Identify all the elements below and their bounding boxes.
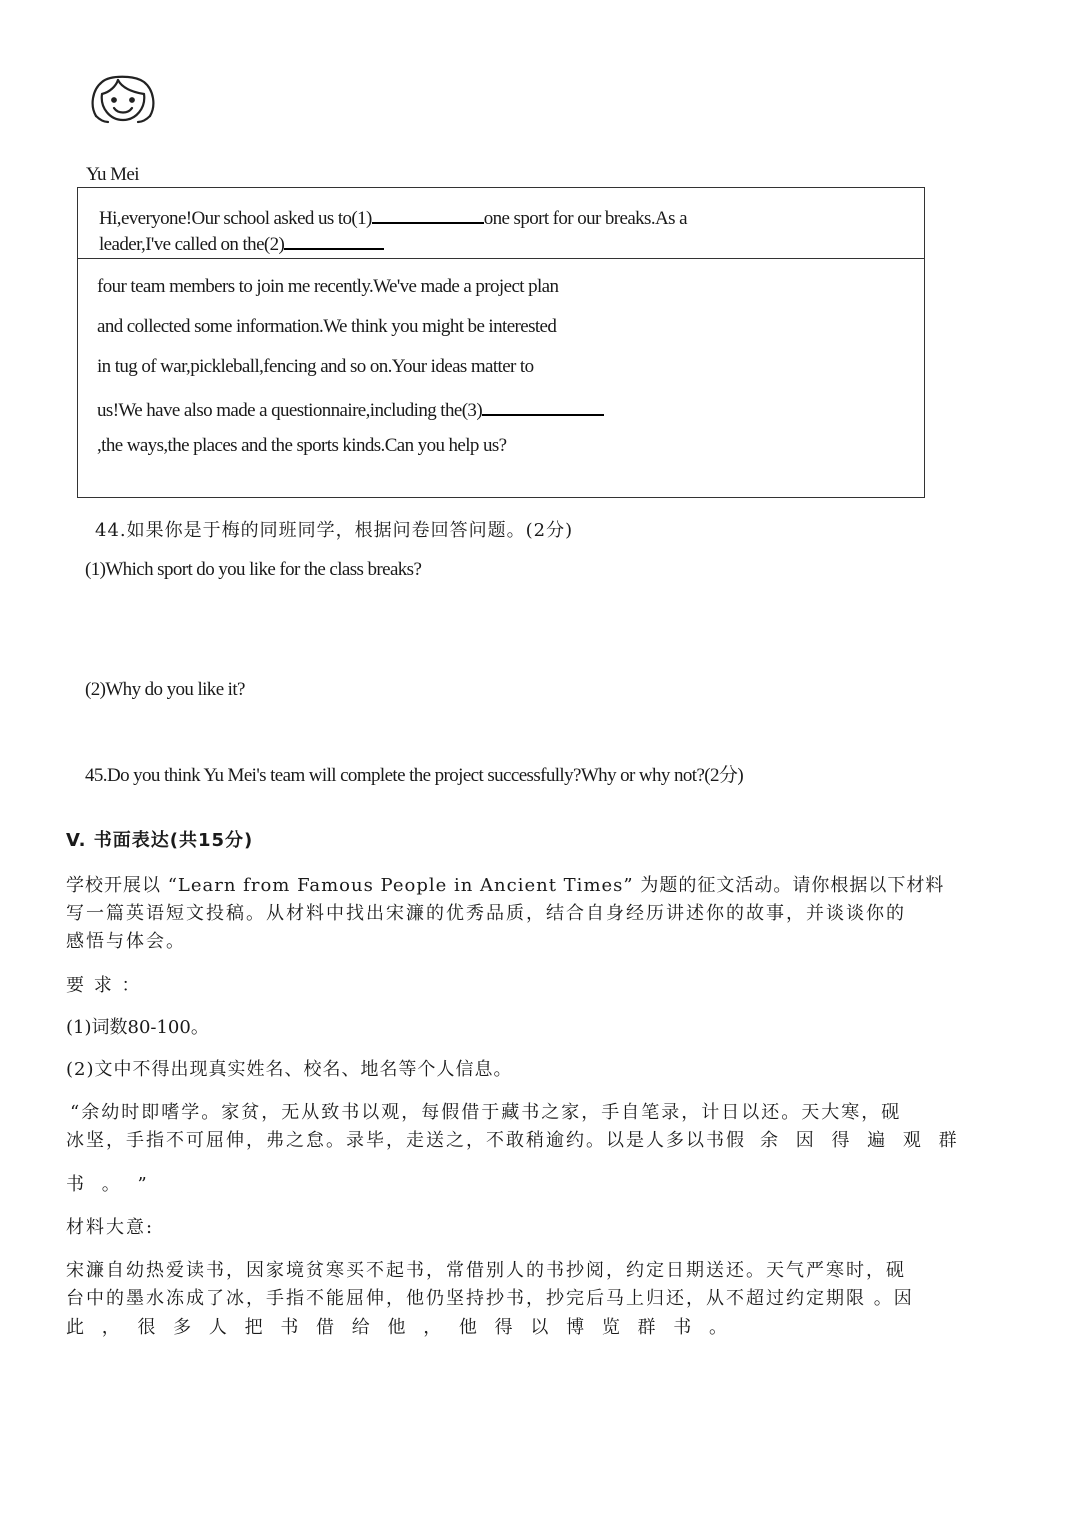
blank-1[interactable] <box>372 204 484 224</box>
intro-line-2-text: leader,I've called on the(2) <box>99 234 285 255</box>
intro-line-2 <box>99 230 384 256</box>
body-line-1: four team members to join me recently.We've made a project plan <box>97 276 559 297</box>
quote-line-2 <box>66 1126 963 1152</box>
requirements-title: 要 求 ： <box>66 975 142 996</box>
summary-title: 材料大意: <box>66 1217 155 1238</box>
summary-line-2: 台中的墨水冻成了冰，手指不能屈伸，他仍坚持抄书，抄完后马上归还，从不超过约定期限 。因 <box>66 1288 914 1309</box>
avatar-name: Yu Mei <box>86 164 139 185</box>
girl-avatar-icon <box>88 72 158 128</box>
q44-sub2: (2)Why do you like it? <box>85 679 245 700</box>
quote-line-3: 书 。 ” <box>66 1174 153 1195</box>
body-line-4-text: us!We have also made a questionnaire,including the(3) <box>97 400 483 421</box>
intro-line-1-before: Hi,everyone!Our school asked us to(1) <box>99 208 372 229</box>
q45-prompt: 45.Do you think Yu Mei's team will complete the project successfully?Why or why not?(2分) <box>85 765 744 786</box>
blank-3[interactable] <box>482 396 604 416</box>
q44-sub1: (1)Which sport do you like for the class breaks? <box>85 559 422 580</box>
quote-line-1: “余幼时即嗜学。家贫，无从致书以观，每假借于藏书之家，手自笔录，计日以还。天大寒，砚 <box>70 1102 902 1123</box>
intro-line-1 <box>99 204 687 230</box>
requirement-1: (1)词数80-100。 <box>66 1017 209 1038</box>
section-5-title: V. 书面表达(共15分) <box>66 830 254 851</box>
q44-prompt: 44.如果你是于梅的同班同学，根据问卷回答问题。(2分) <box>95 520 574 541</box>
body-line-2: and collected some information.We think you might be interested <box>97 316 557 337</box>
section-5-para-3: 感悟与体会。 <box>66 931 186 952</box>
requirement-2: (2)文中不得出现真实姓名、校名、地名等个人信息。 <box>66 1059 513 1080</box>
quote-line-2-b: 余 因 得 遍 观 群 <box>760 1130 963 1151</box>
section-5-para-1: 学校开展以 “Learn from Famous People in Ancient Times” 为题的征文活动。请你根据以下材料 <box>66 875 945 896</box>
summary-line-1: 宋濂自幼热爱读书，因家境贫寒买不起书，常借别人的书抄阅，约定日期送还。天气严寒时，砚 <box>66 1260 906 1281</box>
body-line-5: ,the ways,the places and the sports kinds.Can you help us? <box>97 435 507 456</box>
intro-box-divider <box>77 258 925 259</box>
quote-line-2-a: 冰坚，手指不可屈伸，弗之怠。录毕，走送之，不敢稍逾约。以是人多以书假 <box>66 1130 746 1151</box>
blank-2[interactable] <box>284 230 384 250</box>
section-5-para-2: 写一篇英语短文投稿。从材料中找出宋濂的优秀品质，结合自身经历讲述你的故事，并谈谈你的 <box>66 903 906 924</box>
summary-line-3: 此 ， 很 多 人 把 书 借 给 他 ， 他 得 以 博 览 群 书 。 <box>66 1317 733 1338</box>
body-line-3: in tug of war,pickleball,fencing and so on.Your ideas matter to <box>97 356 534 377</box>
intro-line-1-after: one sport for our breaks.As a <box>483 208 687 229</box>
body-line-4 <box>97 396 604 422</box>
